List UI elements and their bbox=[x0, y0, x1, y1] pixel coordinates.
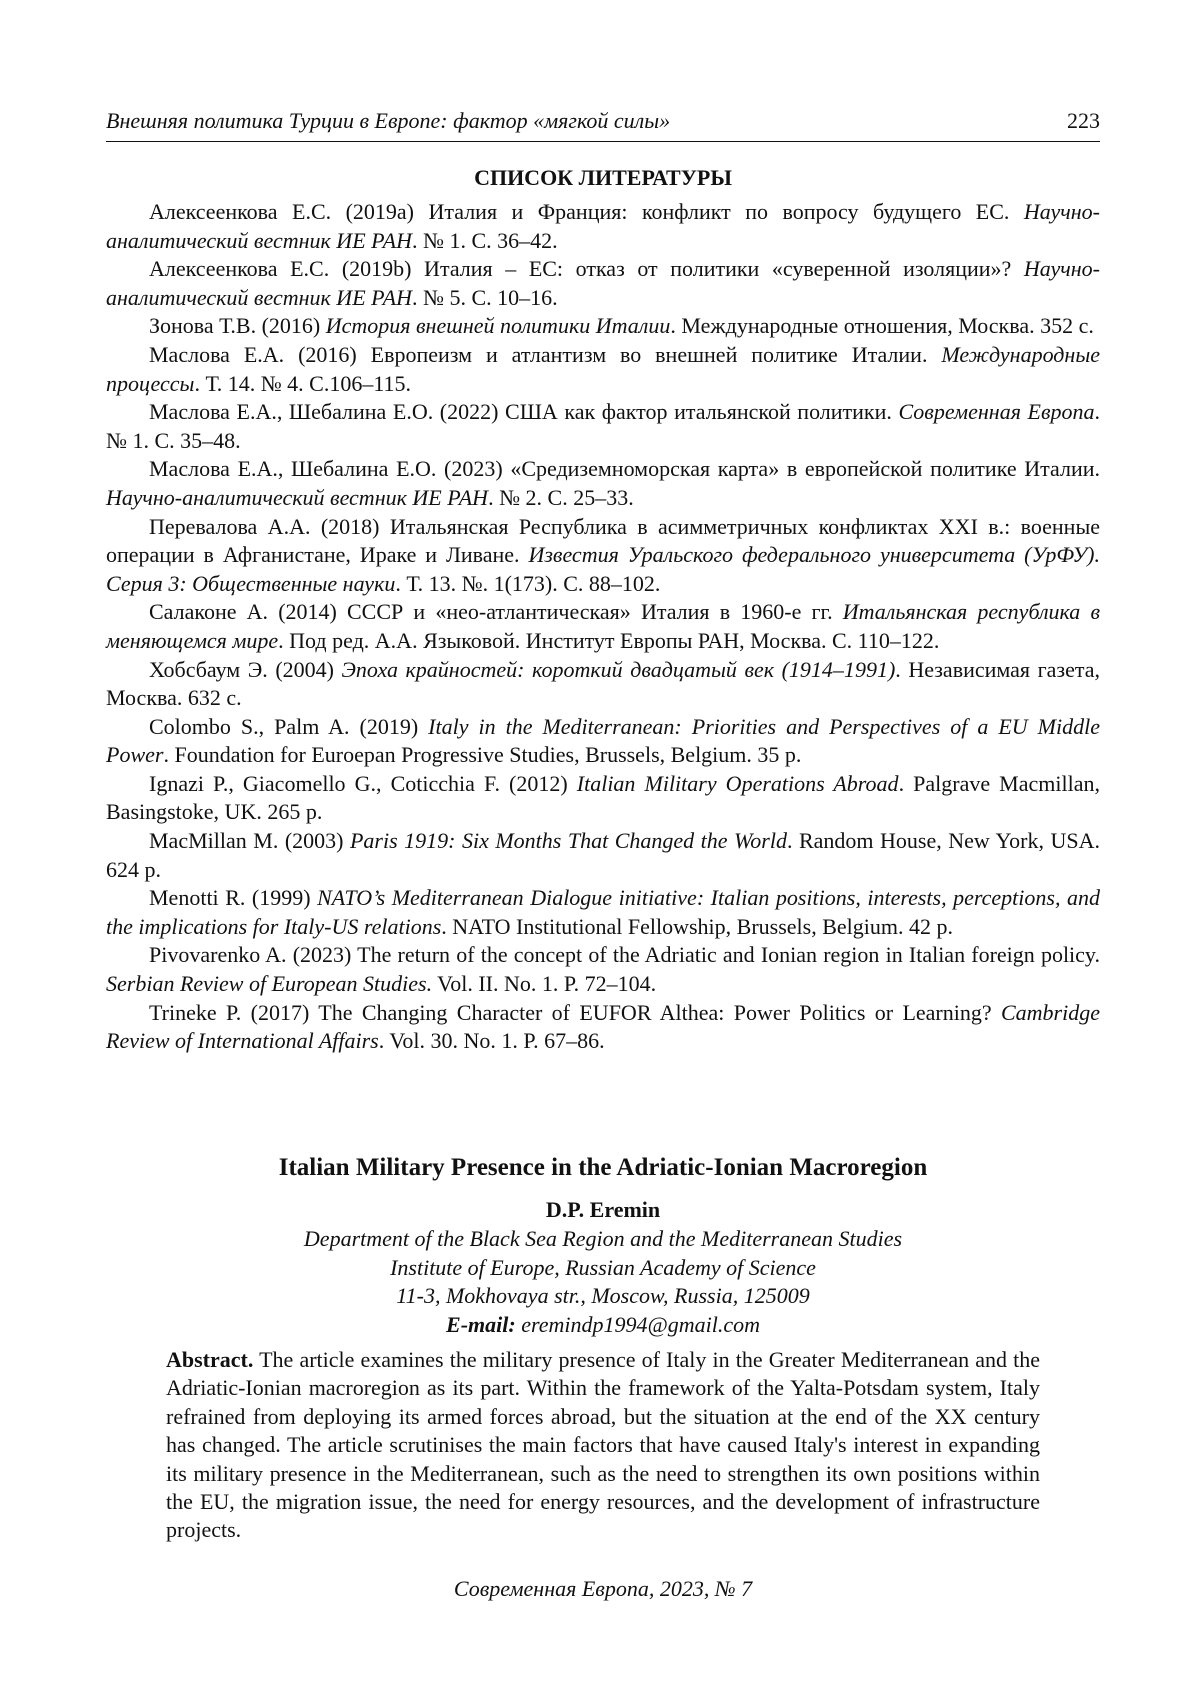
email-label: E-mail: bbox=[446, 1311, 516, 1337]
reference-citation: Trineke P. (2017) The Changing Character of EUFOR Althea: Power Politics or Learning? bbox=[149, 999, 1001, 1025]
reference-entry bbox=[106, 398, 1100, 455]
abstract-text: The article examines the military presence of Italy in the Greater Mediterranean and the Adriatic-Ionian macroregion as its part. Within the framework of the Yalta-Potsdam system, Italy refrained from deploying its armed forces abroad, but the situation at the end of the XX century has changed. The article scrutinises the main factors that have caused Italy's interest in expanding its military presence in the Mediterranean, such as the need to strengthen its own positions within the EU, the migration issue, the need for energy resources, and the development of infrastructure projects. bbox=[166, 1347, 1040, 1543]
reference-entry bbox=[106, 827, 1100, 884]
reference-source-title: Italy in the Mediterranean: Priorities and Perspectives of a EU Middle Power bbox=[106, 713, 1100, 768]
reference-items bbox=[106, 198, 1100, 1056]
reference-entry bbox=[106, 455, 1100, 512]
reference-source-title: NATO’s Mediterranean Dialogue initiative: Italian positions, interests, perceptions, and the implications for Italy-US relations bbox=[106, 885, 1100, 939]
header-divider bbox=[106, 141, 1100, 142]
reference-citation: MacMillan M. (2003) bbox=[149, 828, 350, 854]
affiliation-line: Department of the Black Sea Region and the Mediterranean Studies bbox=[303, 1226, 903, 1251]
reference-details: . Random House, New York, USA. 624 p. bbox=[106, 828, 1100, 882]
reference-source-title: Научно-аналитический вестник ИЕ РАН bbox=[106, 484, 489, 510]
reference-entry bbox=[106, 598, 1100, 655]
reference-details: . № 5. С. 10–16. bbox=[411, 284, 558, 310]
reference-citation: Маслова Е.А., Шебалина Е.О. (2022) США как фактор итальянской политики. bbox=[149, 399, 899, 425]
reference-citation: Pivovarenko A. (2023) The return of the concept of the Adriatic and Ionian region in Italian foreign policy. bbox=[149, 942, 1100, 968]
reference-citation: Алексеенкова Е.С. (2019b) Италия – ЕС: отказ от политики «суверенной изоляции»? bbox=[149, 256, 1024, 282]
reference-source-title: История внешней политики Италии bbox=[325, 313, 671, 339]
reference-entry bbox=[106, 341, 1100, 398]
reference-details: . Т. 14. № 4. С.106–115. bbox=[194, 370, 412, 396]
abstract-label: Abstract. bbox=[166, 1347, 254, 1372]
reference-entry bbox=[106, 999, 1100, 1056]
reference-details: . NATO Institutional Fellowship, Brussels, Belgium. 42 p. bbox=[441, 913, 953, 939]
reference-entry bbox=[106, 884, 1100, 941]
reference-source-title: Научно-аналитический вестник ИЕ РАН bbox=[106, 256, 1100, 310]
reference-entry bbox=[106, 713, 1100, 770]
reference-entry bbox=[106, 198, 1100, 255]
author-name: D.P. Eremin bbox=[545, 1197, 661, 1222]
affiliation-line: 11-3, Mokhovaya str., Moscow, Russia, 125009 bbox=[396, 1283, 810, 1308]
reference-citation: Хобсбаум Э. (2004) bbox=[149, 656, 342, 682]
reference-source-title: Современная Европа bbox=[898, 399, 1095, 425]
reference-source-title: Известия Уральского федерального университета (УрФУ). Серия 3: Общественные науки bbox=[106, 542, 1100, 596]
affiliation-line: Institute of Europe, Russian Academy of Science bbox=[390, 1254, 816, 1280]
reference-details: . Palgrave Macmillan, Basingstoke, UK. 265 p. bbox=[106, 770, 1100, 825]
article-title: Italian Military Presence in the Adriatic-Ionian Macroregion bbox=[278, 1154, 928, 1181]
email-address[interactable]: eremindp1994@gmail.com bbox=[521, 1311, 760, 1337]
reference-entry bbox=[106, 255, 1100, 312]
reference-citation: Ignazi P., Giacomello G., Coticchia F. (2012) bbox=[149, 770, 577, 796]
journal-footer: Современная Европа, 2023, № 7 bbox=[453, 1576, 753, 1601]
reference-citation: Перевалова А.А. (2018) Итальянская Республика в асимметричных конфликтах XXI в.: военные операции в Афганистане, Ираке и Ливане. bbox=[106, 513, 1100, 568]
reference-entry bbox=[106, 770, 1100, 827]
reference-details: . Независимая газета, Москва. 632 с. bbox=[106, 656, 1100, 711]
reference-entry bbox=[106, 513, 1100, 599]
reference-source-title: Paris 1919: Six Months That Changed the World bbox=[349, 828, 787, 854]
author-affiliation bbox=[106, 1225, 1100, 1339]
reference-citation: Салаконе А. (2014) СССР и «нео-атлантическая» Италия в 1960-е гг. bbox=[149, 599, 843, 625]
references-heading: СПИСОК ЛИТЕРАТУРЫ bbox=[474, 165, 732, 190]
reference-source-title: Italian Military Operations Abroad bbox=[576, 770, 899, 796]
reference-details: . Vol. 30. No. 1. P. 67–86. bbox=[378, 1028, 605, 1054]
reference-source-title: Эпоха крайностей: короткий двадцатый век (1914–1991) bbox=[341, 656, 896, 682]
page-number: 223 bbox=[1067, 108, 1100, 133]
reference-citation: Маслова Е.А. (2016) Европеизм и атлантизм во внешней политике Италии. bbox=[149, 341, 942, 367]
abstract bbox=[166, 1346, 1040, 1545]
running-header-title: Внешняя политика Турции в Европе: фактор «мягкой силы» bbox=[106, 108, 671, 133]
reference-details: . Международные отношения, Москва. 352 с. bbox=[670, 313, 1094, 339]
reference-citation: Алексеенкова Е.С. (2019a) Италия и Франция: конфликт по вопросу будущего ЕС. bbox=[149, 199, 1024, 224]
reference-source-title: Serbian Review of European Studies. bbox=[106, 971, 433, 997]
email-line bbox=[106, 1311, 1100, 1340]
reference-citation: Маслова Е.А., Шебалина Е.О. (2023) «Средиземноморская карта» в европейской политике Италии. bbox=[149, 456, 1100, 482]
reference-entry bbox=[106, 312, 1100, 341]
reference-entry bbox=[106, 656, 1100, 713]
reference-details: Vol. II. No. 1. P. 72–104. bbox=[432, 971, 657, 997]
running-header bbox=[106, 106, 1100, 136]
reference-entry bbox=[106, 941, 1100, 998]
reference-details: . № 1. С. 36–42. bbox=[411, 227, 558, 253]
reference-citation: Зонова Т.В. (2016) bbox=[149, 313, 326, 339]
reference-source-title: Cambridge Review of International Affairs bbox=[106, 999, 1100, 1054]
reference-details: . Foundation for Euroepan Progressive Studies, Brussels, Belgium. 35 p. bbox=[163, 742, 802, 768]
reference-source-title: Итальянская республика в меняющемся мире bbox=[106, 599, 1101, 653]
reference-details: . № 2. С. 25–33. bbox=[488, 484, 634, 510]
reference-details: . Под ред. А.А. Языковой. Институт Европы РАН, Москва. С. 110–122. bbox=[278, 627, 940, 653]
reference-source-title: Научно-аналитический вестник ИЕ РАН bbox=[106, 199, 1100, 253]
reference-details: . № 1. С. 35–48. bbox=[106, 399, 1100, 453]
reference-source-title: Международные процессы bbox=[106, 341, 1100, 396]
reference-details: . Т. 13. №. 1(173). С. 88–102. bbox=[395, 570, 661, 596]
reference-list bbox=[106, 162, 1100, 1056]
reference-citation: Menotti R. (1999) bbox=[149, 885, 318, 911]
reference-citation: Colombo S., Palm A. (2019) bbox=[149, 713, 429, 739]
